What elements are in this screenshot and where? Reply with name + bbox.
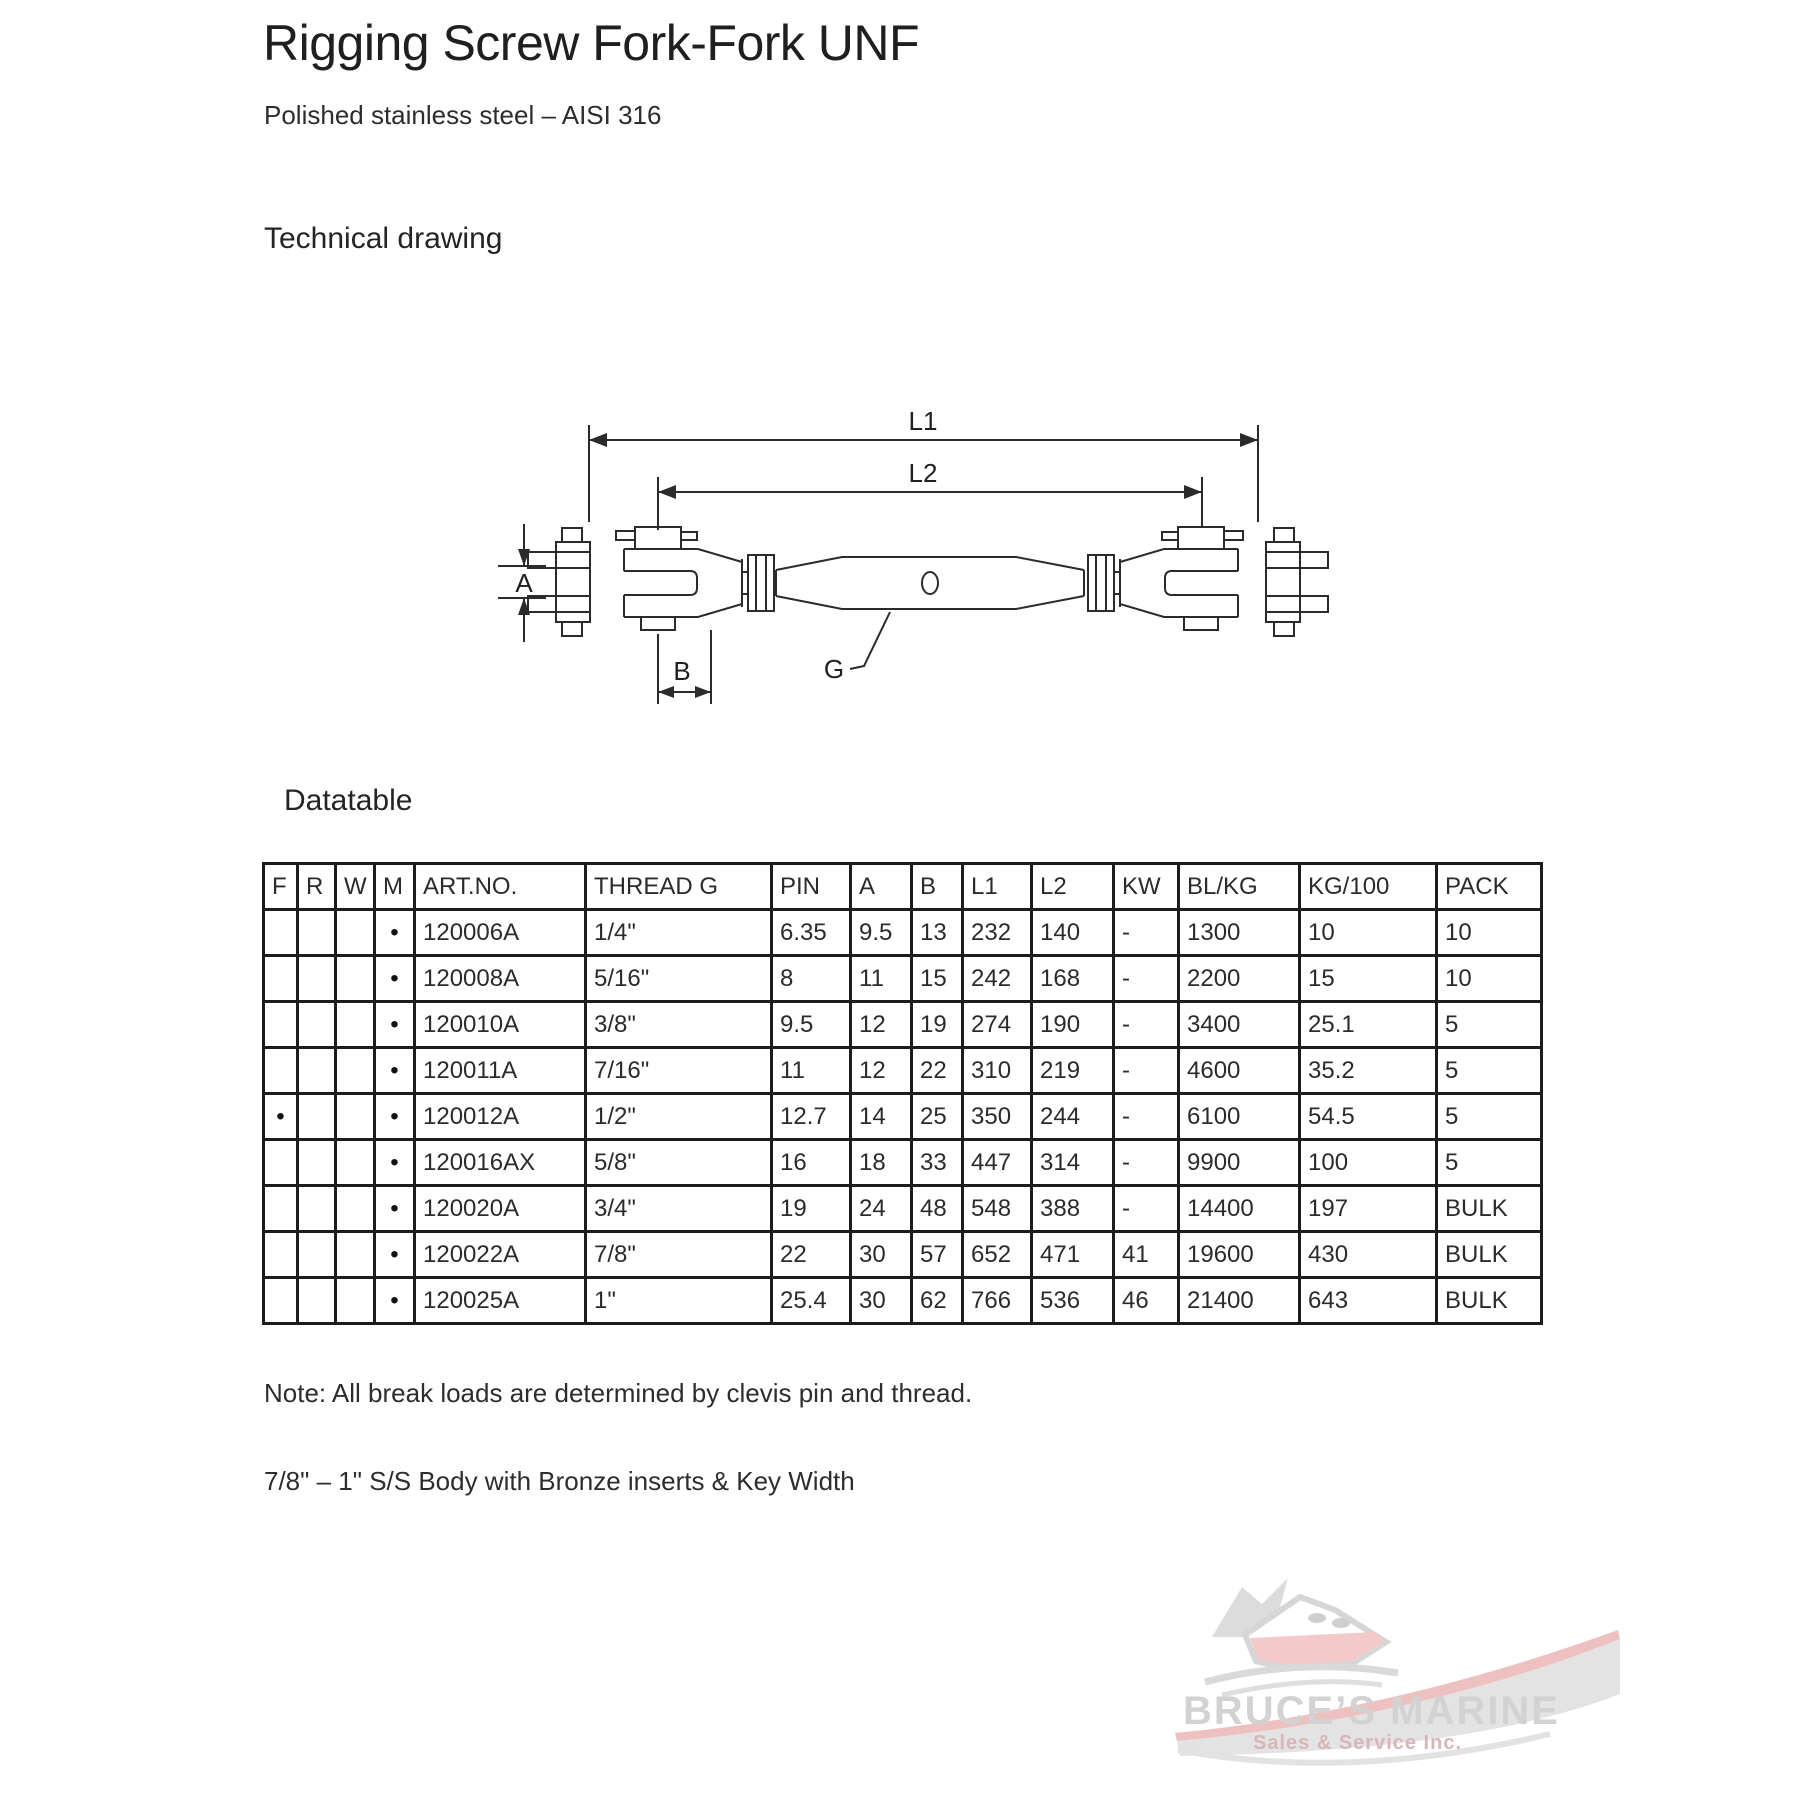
marker-dot: • (375, 1048, 415, 1094)
table-cell: 62 (912, 1278, 963, 1324)
table-cell: 350 (963, 1094, 1032, 1140)
table-row (264, 1094, 1542, 1140)
table-cell: 140 (1032, 910, 1114, 956)
page-subtitle: Polished stainless steel – AISI 316 (264, 100, 662, 130)
table-cell: 3/8" (586, 1002, 772, 1048)
marker-dot: • (375, 1002, 415, 1048)
table-cell: 219 (1032, 1048, 1114, 1094)
column-header-r: R (298, 864, 336, 910)
table-cell: BULK (1437, 1232, 1542, 1278)
table-cell: 274 (963, 1002, 1032, 1048)
table-cell: 5 (1437, 1140, 1542, 1186)
table-cell (264, 1048, 298, 1094)
table-cell: 388 (1032, 1186, 1114, 1232)
table-cell: 16 (772, 1140, 851, 1186)
table-cell: 4600 (1179, 1048, 1300, 1094)
table-cell: 5 (1437, 1048, 1542, 1094)
table-cell: 30 (851, 1278, 912, 1324)
table-cell: 57 (912, 1232, 963, 1278)
table-cell (264, 1140, 298, 1186)
turnbuckle-body (776, 557, 1084, 609)
column-header-art-no-: ART.NO. (415, 864, 586, 910)
table-cell: 9.5 (772, 1002, 851, 1048)
table-cell: 120020A (415, 1186, 586, 1232)
table-cell: 6.35 (772, 910, 851, 956)
table-cell: 242 (963, 956, 1032, 1002)
table-cell: 22 (912, 1048, 963, 1094)
table-cell: 120011A (415, 1048, 586, 1094)
table-row (264, 1278, 1542, 1324)
table-cell: 33 (912, 1140, 963, 1186)
table-cell (298, 1002, 336, 1048)
dimension-label-l1: L1 (908, 406, 938, 436)
table-cell: 314 (1032, 1140, 1114, 1186)
break-load-note: Note: All break loads are determined by clevis pin and thread. (264, 1378, 973, 1408)
table-cell (298, 1140, 336, 1186)
table-cell: 19 (912, 1002, 963, 1048)
table-cell: 15 (912, 956, 963, 1002)
column-header-w: W (336, 864, 375, 910)
table-cell: 19 (772, 1186, 851, 1232)
table-cell: 54.5 (1300, 1094, 1437, 1140)
table-cell (298, 1278, 336, 1324)
table-cell: 48 (912, 1186, 963, 1232)
table-cell (264, 1232, 298, 1278)
dimension-g (824, 612, 890, 684)
table-cell: 46 (1114, 1278, 1179, 1324)
table-cell: 11 (772, 1048, 851, 1094)
table-cell: 190 (1032, 1002, 1114, 1048)
table-cell: 12 (851, 1048, 912, 1094)
table-cell (298, 1232, 336, 1278)
dimension-label-g: G (823, 654, 845, 684)
table-cell: 35.2 (1300, 1048, 1437, 1094)
table-row (264, 1186, 1542, 1232)
table-cell: 120025A (415, 1278, 586, 1324)
header-row (264, 864, 1542, 910)
technical-drawing (440, 330, 1340, 710)
table-cell (336, 1278, 375, 1324)
table-cell: 5/16" (586, 956, 772, 1002)
table-cell (264, 910, 298, 956)
table-cell (336, 1094, 375, 1140)
table-cell: 430 (1300, 1232, 1437, 1278)
table-cell: - (1114, 956, 1179, 1002)
table-row (264, 1232, 1542, 1278)
table-cell: 766 (963, 1278, 1032, 1324)
table-cell: - (1114, 1094, 1179, 1140)
table-cell (264, 956, 298, 1002)
table-row (264, 956, 1542, 1002)
page-title: Rigging Screw Fork-Fork UNF (263, 15, 920, 71)
column-header-kw: KW (1114, 864, 1179, 910)
fork-jaw-right (1120, 527, 1243, 630)
table-cell (336, 1232, 375, 1278)
table-cell: 5 (1437, 1094, 1542, 1140)
table-cell: - (1114, 1140, 1179, 1186)
table-cell: 19600 (1179, 1232, 1300, 1278)
table-cell (336, 956, 375, 1002)
table-cell: 120016AX (415, 1140, 586, 1186)
technical-drawing-heading: Technical drawing (264, 222, 503, 255)
column-header-l1: L1 (963, 864, 1032, 910)
column-header-b: B (912, 864, 963, 910)
table-cell: - (1114, 1002, 1179, 1048)
table-cell: 7/16" (586, 1048, 772, 1094)
table-cell (336, 1140, 375, 1186)
table-cell: 643 (1300, 1278, 1437, 1324)
table-cell: 5/8" (586, 1140, 772, 1186)
lock-nut-left (742, 555, 774, 611)
table-cell: 41 (1114, 1232, 1179, 1278)
column-header-kg-100: KG/100 (1300, 864, 1437, 910)
table-cell: 9900 (1179, 1140, 1300, 1186)
marker-dot: • (375, 1140, 415, 1186)
table-cell (298, 1094, 336, 1140)
table-cell: - (1114, 910, 1179, 956)
table-cell: 3/4" (586, 1186, 772, 1232)
table-cell: 120022A (415, 1232, 586, 1278)
fork-end-view-right (1266, 528, 1328, 636)
table-cell: 25.4 (772, 1278, 851, 1324)
table-cell: 10 (1437, 910, 1542, 956)
table-cell (298, 1186, 336, 1232)
table-cell: 100 (1300, 1140, 1437, 1186)
dimension-label-l2: L2 (908, 458, 938, 488)
table-cell: 548 (963, 1186, 1032, 1232)
table-cell: 471 (1032, 1232, 1114, 1278)
table-cell: 12 (851, 1002, 912, 1048)
table-row (264, 1002, 1542, 1048)
datatable (262, 862, 1543, 1325)
marker-dot: • (375, 1278, 415, 1324)
table-cell: 6100 (1179, 1094, 1300, 1140)
table-cell: 3400 (1179, 1002, 1300, 1048)
fork-end-view-left (528, 528, 590, 636)
table-cell: 10 (1437, 956, 1542, 1002)
table-cell: 168 (1032, 956, 1114, 1002)
marker-dot: • (375, 1094, 415, 1140)
table-cell: 120012A (415, 1094, 586, 1140)
table-cell: 120010A (415, 1002, 586, 1048)
table-cell: 9.5 (851, 910, 912, 956)
table-cell: 12.7 (772, 1094, 851, 1140)
table-cell: 21400 (1179, 1278, 1300, 1324)
table-row (264, 1140, 1542, 1186)
table-cell (264, 1278, 298, 1324)
table-cell: - (1114, 1186, 1179, 1232)
table-cell: 11 (851, 956, 912, 1002)
table-cell: 1/2" (586, 1094, 772, 1140)
table-cell: 14400 (1179, 1186, 1300, 1232)
table-cell: 197 (1300, 1186, 1437, 1232)
table-cell: 18 (851, 1140, 912, 1186)
boat-icon (1205, 1578, 1398, 1695)
dimension-label-b: B (673, 656, 691, 686)
table-cell: 13 (912, 910, 963, 956)
table-cell (336, 1186, 375, 1232)
table-cell: 15 (1300, 956, 1437, 1002)
table-cell (298, 1048, 336, 1094)
table-cell: 1300 (1179, 910, 1300, 956)
marker-dot: • (375, 1186, 415, 1232)
table-cell: 232 (963, 910, 1032, 956)
table-cell: 536 (1032, 1278, 1114, 1324)
table-cell (336, 910, 375, 956)
table-cell: BULK (1437, 1186, 1542, 1232)
table-cell (264, 1186, 298, 1232)
dimension-l2 (658, 458, 1202, 530)
marker-dot: • (375, 910, 415, 956)
column-header-m: M (375, 864, 415, 910)
table-cell: 244 (1032, 1094, 1114, 1140)
table-cell (298, 910, 336, 956)
table-cell: 447 (963, 1140, 1032, 1186)
column-header-a: A (851, 864, 912, 910)
table-cell (336, 1048, 375, 1094)
table-cell: 25 (912, 1094, 963, 1140)
table-cell: BULK (1437, 1278, 1542, 1324)
table-cell: 24 (851, 1186, 912, 1232)
dimension-label-a: A (515, 568, 533, 598)
table-cell: 14 (851, 1094, 912, 1140)
table-cell: 310 (963, 1048, 1032, 1094)
column-header-pin: PIN (772, 864, 851, 910)
marker-dot: • (375, 1232, 415, 1278)
table-cell: 1/4" (586, 910, 772, 956)
logo-tagline: Sales & Service Inc. (1253, 1732, 1463, 1754)
table-cell: 5 (1437, 1002, 1542, 1048)
marker-dot: • (264, 1094, 298, 1140)
table-cell: 22 (772, 1232, 851, 1278)
table-cell: 10 (1300, 910, 1437, 956)
table-cell: 30 (851, 1232, 912, 1278)
table-cell: 120006A (415, 910, 586, 956)
table-cell (336, 1002, 375, 1048)
table-cell: - (1114, 1048, 1179, 1094)
logo-name: BRUCE’S MARINE (1183, 1689, 1560, 1733)
table-cell: 120008A (415, 956, 586, 1002)
column-header-pack: PACK (1437, 864, 1542, 910)
table-cell (264, 1002, 298, 1048)
table-cell: 1" (586, 1278, 772, 1324)
table-cell: 25.1 (1300, 1002, 1437, 1048)
table-row (264, 1048, 1542, 1094)
column-header-f: F (264, 864, 298, 910)
column-header-thread-g: THREAD G (586, 864, 772, 910)
table-cell: 7/8" (586, 1232, 772, 1278)
dimension-b (658, 630, 711, 704)
marker-dot: • (375, 956, 415, 1002)
bruces-marine-logo (1150, 1542, 1650, 1800)
dimension-a (498, 524, 546, 642)
datatable-heading: Datatable (284, 784, 413, 817)
table-cell (298, 956, 336, 1002)
body-material-note: 7/8" – 1" S/S Body with Bronze inserts & Key Width (264, 1466, 855, 1496)
table-row (264, 910, 1542, 956)
lock-nut-right (1088, 555, 1120, 611)
column-header-l2: L2 (1032, 864, 1114, 910)
fork-jaw-left (616, 527, 742, 630)
table-cell: 2200 (1179, 956, 1300, 1002)
column-header-bl-kg: BL/KG (1179, 864, 1300, 910)
table-cell: 8 (772, 956, 851, 1002)
table-cell: 652 (963, 1232, 1032, 1278)
